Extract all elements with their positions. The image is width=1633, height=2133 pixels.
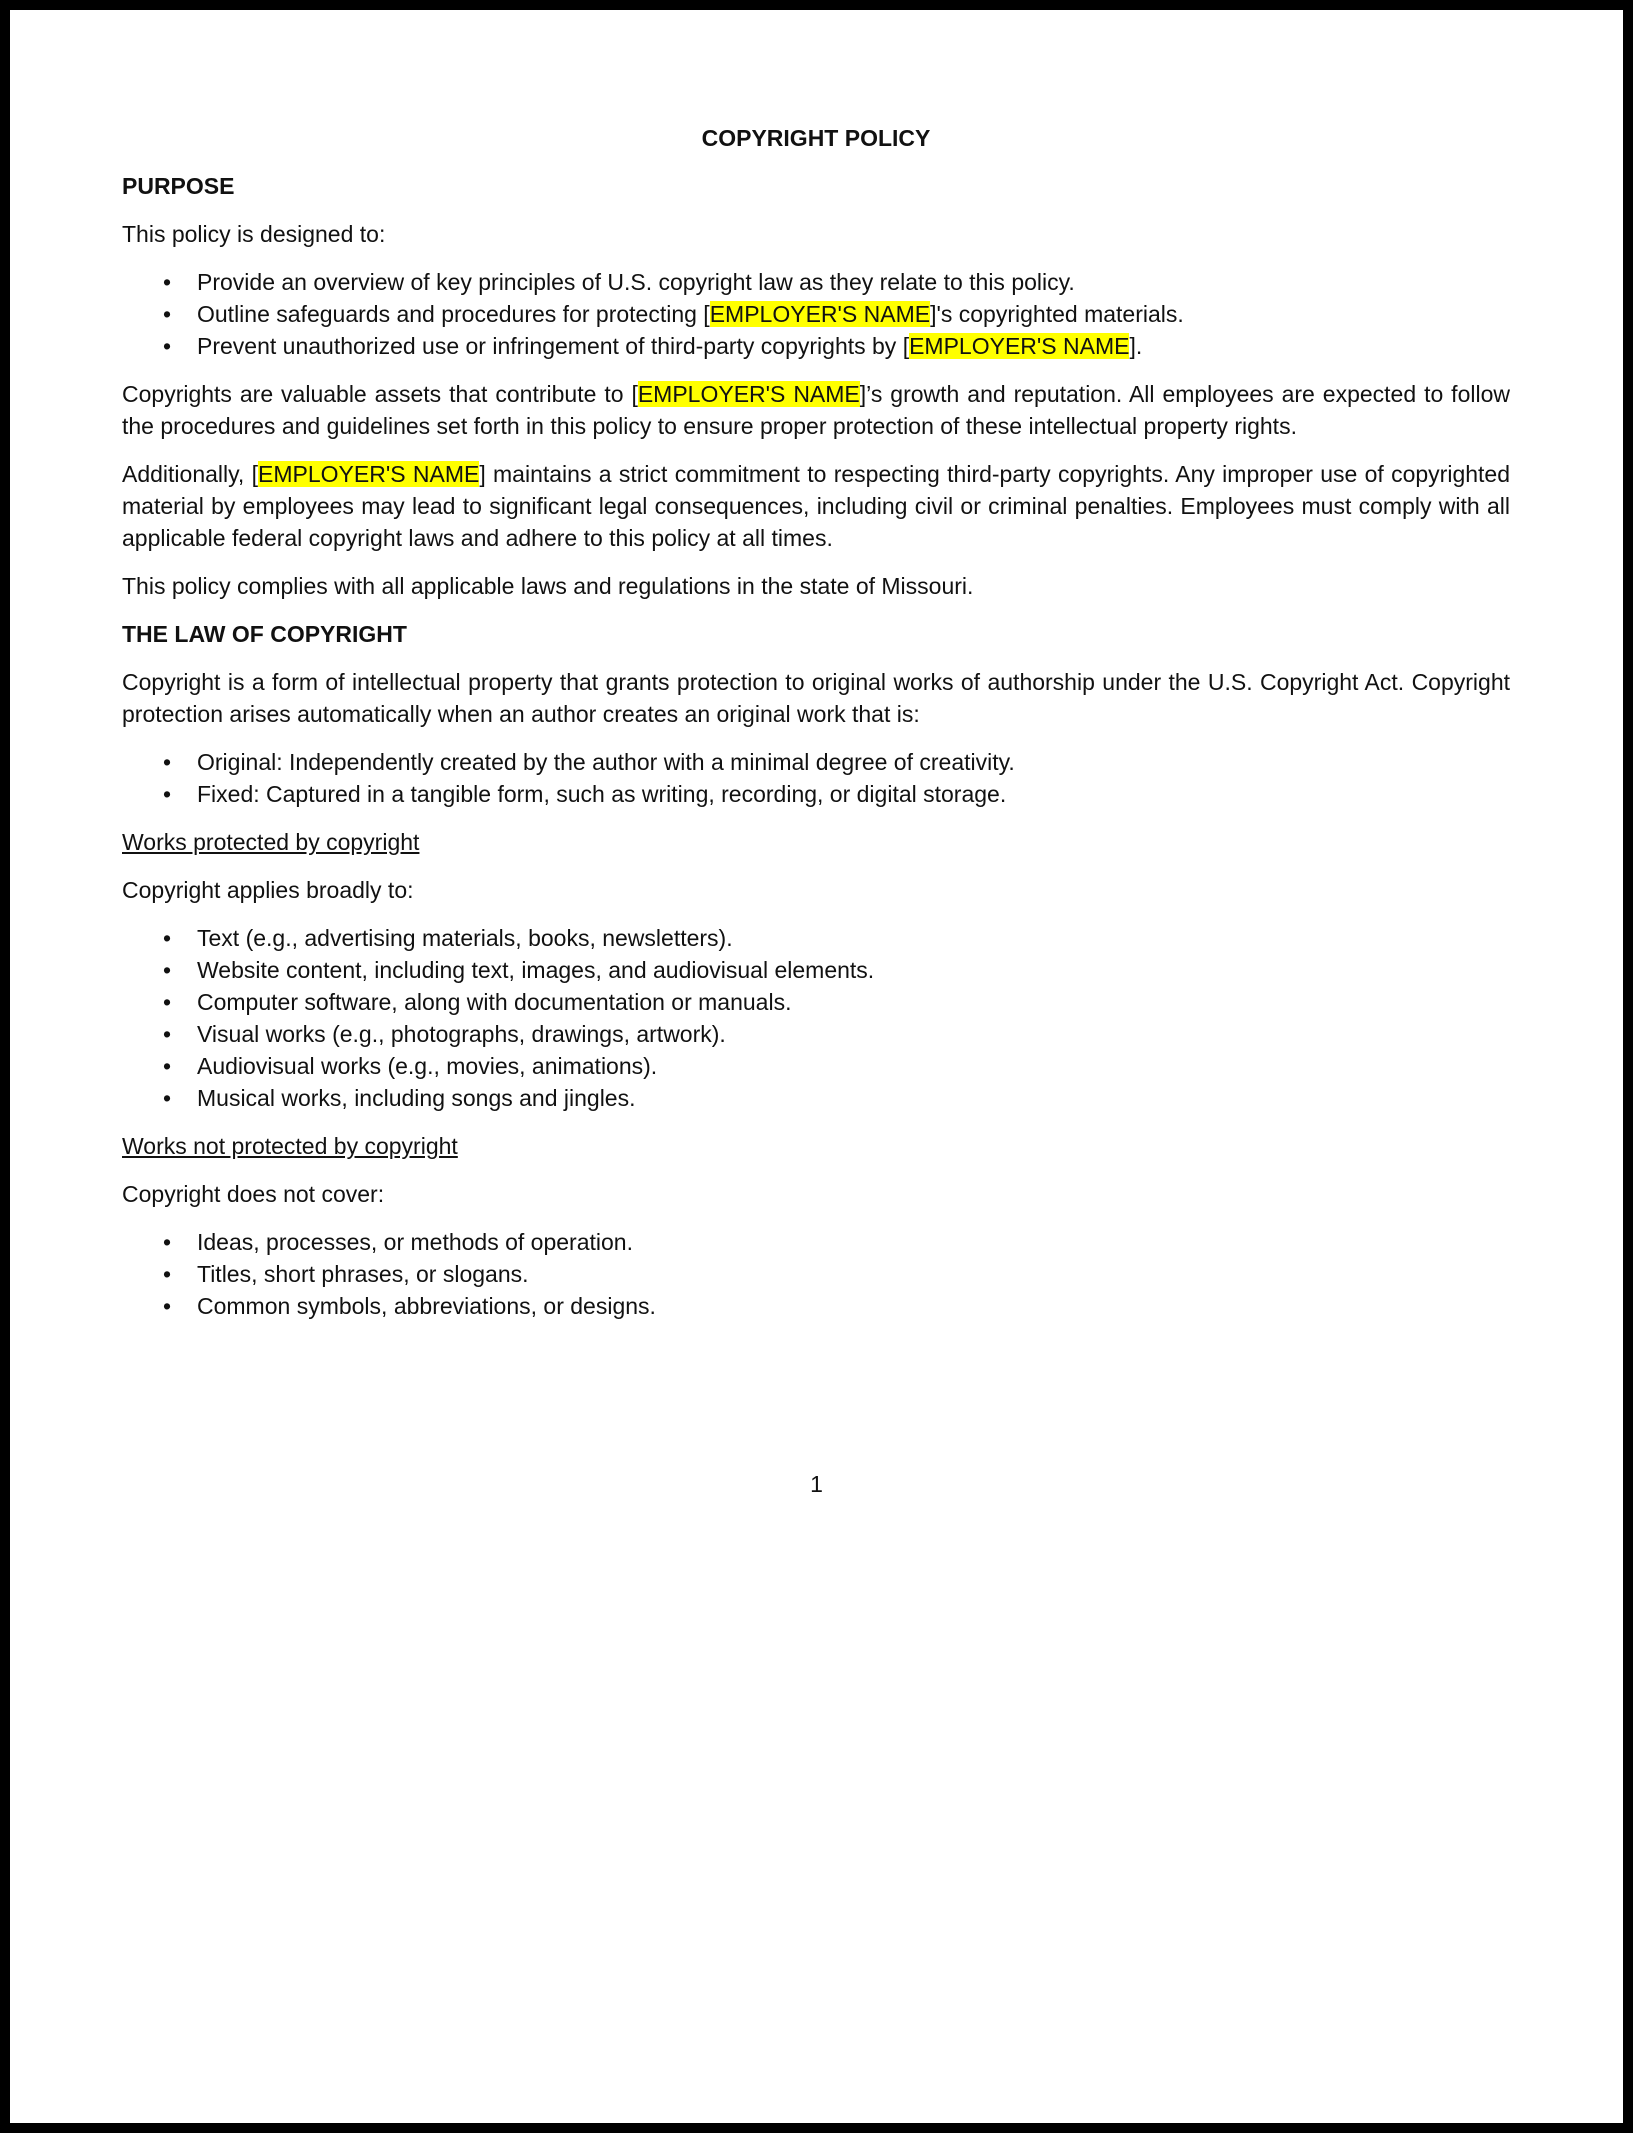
text-segment: Additionally, [ <box>122 461 259 487</box>
protected-intro-paragraph <box>122 874 1510 906</box>
purpose-assets-paragraph <box>122 378 1510 442</box>
text-segment: Visual works (e.g., photographs, drawings, artwork). <box>197 1021 726 1047</box>
text-segment: This policy is designed to: <box>122 221 386 247</box>
text-segment: Text (e.g., advertising materials, books, newsletters). <box>197 925 733 951</box>
text-segment: Audiovisual works (e.g., movies, animations). <box>197 1053 658 1079</box>
document-title: COPYRIGHT POLICY <box>701 125 931 151</box>
text-segment: Copyright applies broadly to: <box>122 877 414 903</box>
highlighted-placeholder: EMPLOYER'S NAME <box>258 461 480 487</box>
list-item <box>197 746 1510 778</box>
protected-works-list <box>122 922 1510 1114</box>
text-segment: Prevent unauthorized use or infringement of third-party copyrights by [ <box>197 333 910 359</box>
purpose-compliance-paragraph <box>122 570 1510 602</box>
law-criteria-list <box>122 746 1510 810</box>
highlighted-placeholder: EMPLOYER'S NAME <box>709 301 931 327</box>
text-segment: Original: Independently created by the author with a minimal degree of creativity. <box>197 749 1015 775</box>
list-item <box>197 1018 1510 1050</box>
text-segment: Computer software, along with documentation or manuals. <box>197 989 792 1015</box>
text-segment: Fixed: Captured in a tangible form, such as writing, recording, or digital storage. <box>197 781 1007 807</box>
document-content <box>122 122 1510 1338</box>
text-segment: ] maintains a strict commitment to respecting third-party copyrights. Any improper use of copyrighted material by employees may lead to significant legal consequences, including civil or criminal penalties. Employees must comply with all applicable federal copyright laws and adhere to this policy at all times. <box>122 461 1511 551</box>
section-heading-purpose: PURPOSE <box>122 173 235 199</box>
text-segment: Common symbols, abbreviations, or designs. <box>197 1293 656 1319</box>
highlighted-placeholder: EMPLOYER'S NAME <box>909 333 1130 359</box>
list-item <box>197 954 1510 986</box>
text-segment: Copyright is a form of intellectual property that grants protection to original works of authorship under the U.S. Copyright Act. Copyright protection arises automatically when an author creates an original work that is: <box>122 669 1510 727</box>
text-segment: ]'s copyrighted materials. <box>930 301 1184 327</box>
list-item <box>197 1082 1510 1114</box>
not-protected-works-list <box>122 1226 1510 1322</box>
text-segment: Ideas, processes, or methods of operation. <box>197 1229 633 1255</box>
purpose-intro-paragraph <box>122 218 1510 250</box>
list-item <box>197 778 1510 810</box>
list-item <box>197 1226 1510 1258</box>
highlighted-placeholder: EMPLOYER'S NAME <box>637 381 860 407</box>
subheading-works-protected: Works protected by copyright <box>122 829 420 855</box>
purpose-additionally-paragraph <box>122 458 1510 554</box>
not-protected-intro-paragraph <box>122 1178 1510 1210</box>
subheading-works-not-protected: Works not protected by copyright <box>122 1133 458 1159</box>
law-intro-paragraph <box>122 666 1510 730</box>
section-heading-law: THE LAW OF COPYRIGHT <box>122 621 407 647</box>
text-segment: Titles, short phrases, or slogans. <box>197 1261 529 1287</box>
list-item <box>197 1290 1510 1322</box>
text-segment: Copyrights are valuable assets that contribute to [ <box>122 381 638 407</box>
list-item <box>197 1258 1510 1290</box>
text-segment: Provide an overview of key principles of U.S. copyright law as they relate to this policy. <box>197 269 1075 295</box>
list-item <box>197 922 1510 954</box>
list-item <box>197 1050 1510 1082</box>
text-segment: Website content, including text, images, and audiovisual elements. <box>197 957 875 983</box>
text-segment: ]’s growth and reputation. All employees are expected to follow the procedures and guidelines set forth in this policy to ensure proper protection of these intellectual property rights. <box>122 381 1510 439</box>
page-number: 1 <box>810 1471 823 1497</box>
list-item <box>197 986 1510 1018</box>
text-segment: This policy complies with all applicable laws and regulations in the state of Missouri. <box>122 573 974 599</box>
text-segment: Outline safeguards and procedures for protecting [ <box>197 301 710 327</box>
text-segment: ]. <box>1129 333 1143 359</box>
text-segment: Musical works, including songs and jingles. <box>197 1085 636 1111</box>
list-item <box>197 266 1510 298</box>
list-item <box>197 330 1510 362</box>
list-item <box>197 298 1510 330</box>
text-segment: Copyright does not cover: <box>122 1181 385 1207</box>
purpose-goals-list <box>122 266 1510 362</box>
